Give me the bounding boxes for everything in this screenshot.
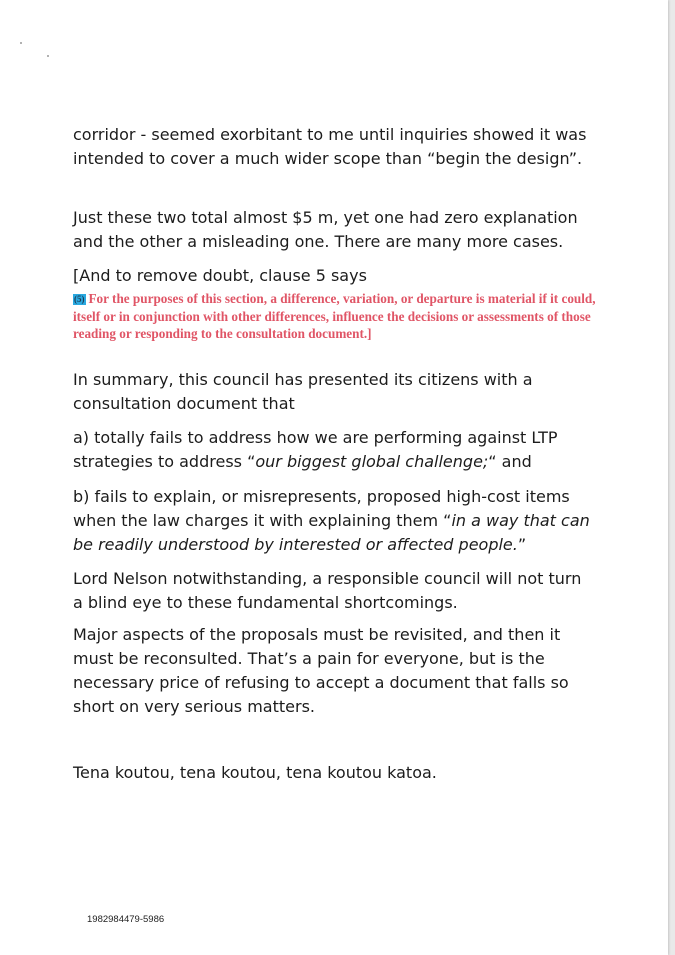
paragraph-major-aspects: Major aspects of the proposals must be revisited, and then it must be reconsulted. That’s a pain for everyone, but is the necessary price of refusing to accept a document that falls so short on very serious matters. [73, 625, 569, 716]
point-b-quote: in a way that can be readily understood by interested or affected people. [73, 511, 590, 554]
point-b-end: ” [517, 535, 527, 554]
point-a-text: a) totally fails to address how we are performing against LTP strategies to address “ [73, 428, 558, 471]
document-id: 1982984479-5986 [87, 914, 165, 925]
closing-greeting: Tena koutou, tena koutou, tena koutou katoa. [73, 763, 437, 782]
quoted-clause [73, 290, 598, 343]
point-b-text: b) fails to explain, or misrepresents, proposed high-cost items when the law charges it with explaining them “ [73, 487, 570, 530]
paragraph-corridor: corridor - seemed exorbitant to me until inquiries showed it was intended to cover a much wider scope than “begin the design”. [73, 125, 587, 168]
paragraph-point-a [73, 426, 593, 474]
scan-speck [47, 55, 49, 57]
paragraph-total: Just these two total almost $5 m, yet one had zero explanation and the other a misleading one. There are many more cases. [73, 208, 578, 251]
point-a-quote: our biggest global challenge; [255, 452, 489, 471]
paragraph-summary: In summary, this council has presented its citizens with a consultation document that [73, 370, 533, 413]
scan-speck [20, 42, 22, 44]
clause-number-highlight: (5) [74, 294, 85, 304]
paragraph-nelson: Lord Nelson notwithstanding, a responsible council will not turn a blind eye to these fundamental shortcomings. [73, 569, 582, 612]
point-a-end: “ and [488, 452, 532, 471]
paragraph-clause-intro: [And to remove doubt, clause 5 says [73, 266, 367, 285]
paragraph-point-b [73, 485, 593, 557]
quoted-clause-text: For the purposes of this section, a difference, variation, or departure is material if it could, itself or in conjunction with other differences, influence the decisions or assessments of those reading or responding to the consultation document.] [73, 291, 596, 341]
